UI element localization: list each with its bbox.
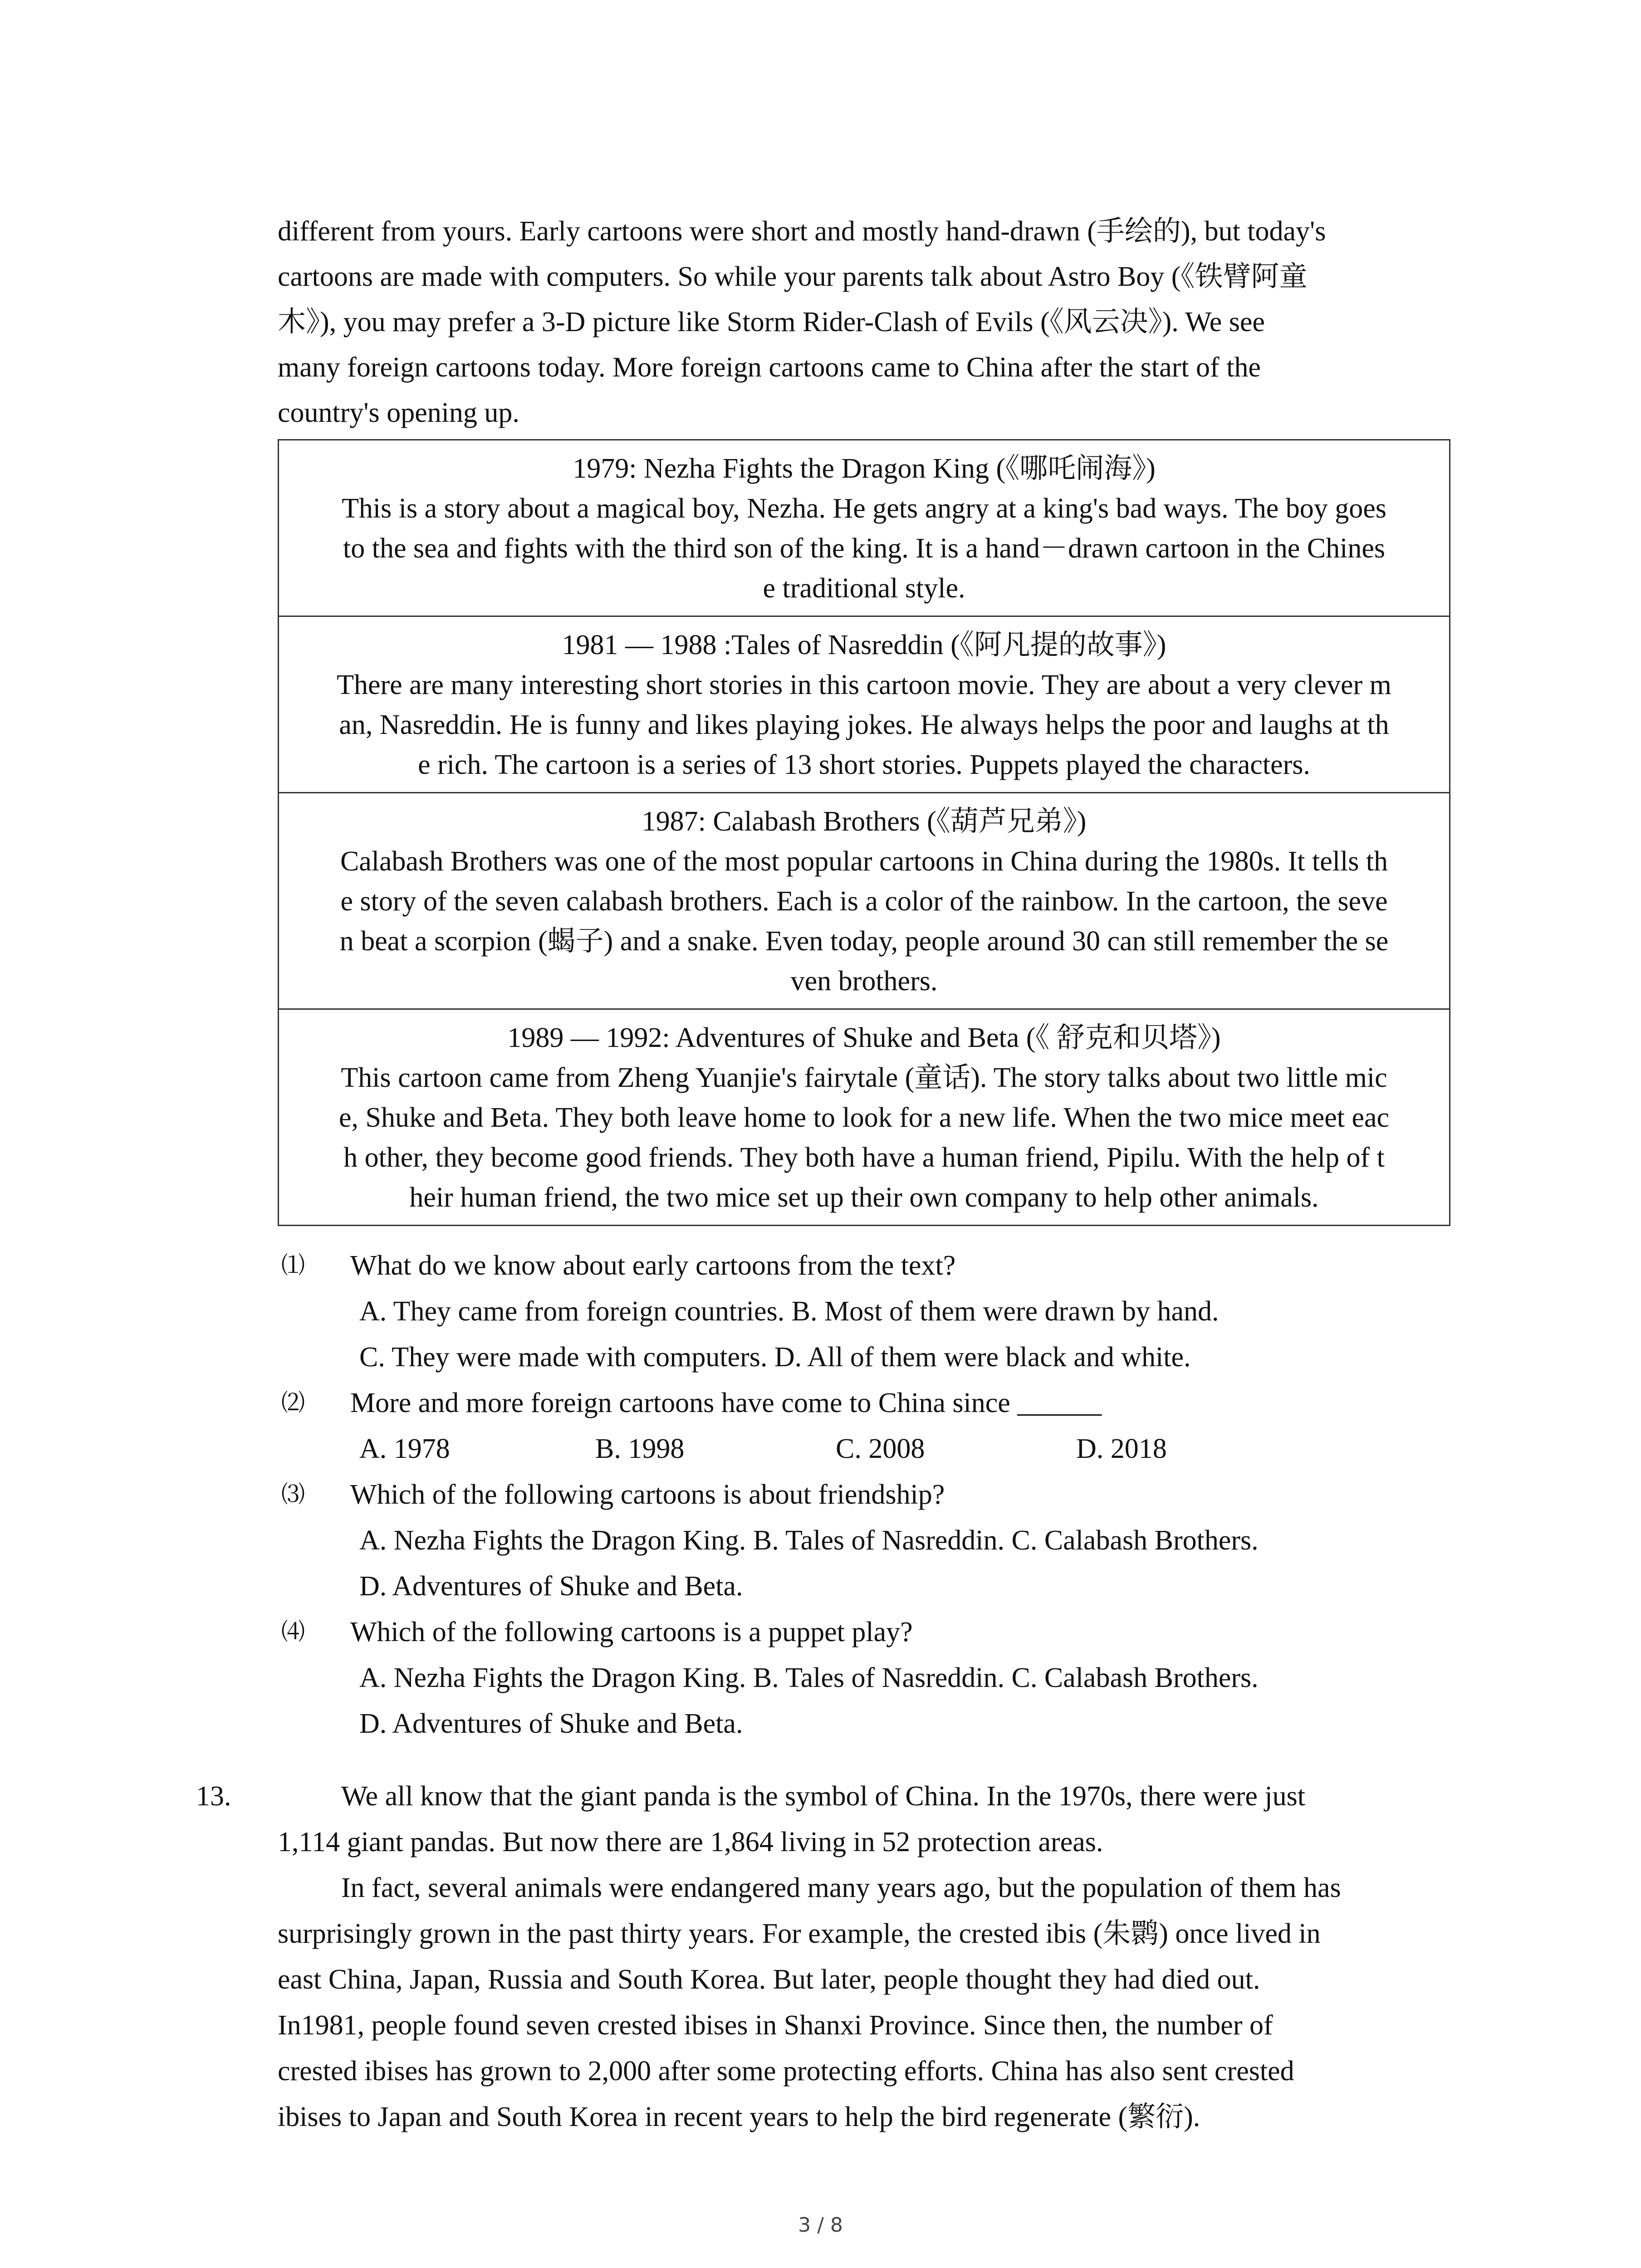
passage-line <box>278 1957 1457 2003</box>
cell-line: heir human friend, the two mice set up their own company to help other animals. <box>409 1182 1319 1213</box>
question-row <box>278 1472 1457 1518</box>
passage-13 <box>196 1774 1457 2140</box>
cartoon-timeline-table <box>278 439 1450 1226</box>
passage-line <box>278 1865 1457 1911</box>
cell-line: e rich. The cartoon is a series of 13 short stories. Puppets played the characters. <box>418 749 1310 780</box>
passage-line <box>278 2094 1457 2140</box>
table-row <box>279 793 1450 1009</box>
cell-heading: 1987: Calabash Brothers (《葫芦兄弟》) <box>642 806 1087 837</box>
cell-line: an, Nasreddin. He is funny and likes playing jokes. He always helps the poor and laughs at th <box>339 709 1389 740</box>
question-list <box>278 1243 1457 1747</box>
option-c: C. 2008 <box>836 1433 925 1464</box>
question-row <box>278 1380 1457 1426</box>
table-row <box>279 616 1450 793</box>
passage-number: 13. <box>196 1781 231 1812</box>
cell-line: h other, they become good friends. They both have a human friend, Pipilu. With the help of t <box>343 1142 1385 1173</box>
option-row <box>278 1518 1457 1564</box>
cell-line: to the sea and fights with the third son of the king. It is a hand－drawn cartoon in the Chines <box>343 533 1385 564</box>
passage-text: We all know that the giant panda is the symbol of China. In the 1970s, there were just <box>341 1781 1305 1812</box>
option-row <box>278 1289 1457 1334</box>
option-row <box>278 1334 1457 1380</box>
passage-line <box>278 1819 1457 1865</box>
question-row <box>278 1609 1457 1655</box>
option-line: A. They came from foreign countries. B. Most of them were drawn by hand. <box>359 1296 1219 1327</box>
table-cell-nezha <box>279 440 1450 616</box>
intro-paragraph <box>278 209 1457 435</box>
cell-heading: 1989 — 1992: Adventures of Shuke and Beta (《 舒克和贝塔》) <box>507 1022 1221 1053</box>
question-text: Which of the following cartoons is a puppet play? <box>350 1617 913 1647</box>
option-line: A. Nezha Fights the Dragon King. B. Tales of Nasreddin. C. Calabash Brothers. <box>359 1525 1259 1556</box>
option-line: A. Nezha Fights the Dragon King. B. Tales of Nasreddin. C. Calabash Brothers. <box>359 1662 1259 1693</box>
cell-line: e, Shuke and Beta. They both leave home to look for a new life. When the two mice meet eac <box>338 1102 1390 1133</box>
option-a: A. 1978 <box>359 1433 450 1464</box>
cell-line: This cartoon came from Zheng Yuanjie's fairytale (童话). The story talks about two little mic <box>341 1062 1387 1093</box>
question-row <box>278 1243 1457 1289</box>
intro-line: cartoons are made with computers. So while your parents talk about Astro Boy (《铁臂阿童 <box>278 261 1308 292</box>
option-row <box>278 1701 1457 1747</box>
option-d: D. 2018 <box>1076 1433 1167 1464</box>
intro-line: 木》), you may prefer a 3-D picture like Storm Rider-Clash of Evils (《风云决》). We see <box>278 307 1265 337</box>
passage-text: In1981, people found seven crested ibises in Shanxi Province. Since then, the number of <box>278 2010 1273 2041</box>
cell-line: e story of the seven calabash brothers. Each is a color of the rainbow. In the cartoon, the seve <box>340 886 1388 917</box>
question-number: ⑴ <box>281 1252 305 1279</box>
cell-line: Calabash Brothers was one of the most popular cartoons in China during the 1980s. It tells th <box>340 846 1388 877</box>
cell-line: This is a story about a magical boy, Nezha. He gets angry at a king's bad ways. The boy goes <box>342 493 1386 524</box>
passage-text: crested ibises has grown to 2,000 after some protecting efforts. China has also sent crested <box>278 2056 1294 2087</box>
cell-line: e traditional style. <box>763 573 965 604</box>
option-line: D. Adventures of Shuke and Beta. <box>359 1571 743 1602</box>
question-text: Which of the following cartoons is about friendship? <box>350 1479 945 1510</box>
passage-text: ibises to Japan and South Korea in recent years to help the bird regenerate (繁衍). <box>278 2102 1200 2132</box>
table-cell-nasreddin <box>279 616 1450 793</box>
passage-line <box>278 1911 1457 1957</box>
question-text: What do we know about early cartoons from the text? <box>350 1250 956 1281</box>
page-number: 3 / 8 <box>798 2214 843 2237</box>
option-b: B. 1998 <box>595 1433 685 1464</box>
option-row <box>278 1564 1457 1609</box>
passage-text: 1,114 giant pandas. But now there are 1,864 living in 52 protection areas. <box>278 1827 1103 1857</box>
question-number: ⑷ <box>281 1618 305 1646</box>
question-number: ⑵ <box>281 1389 305 1417</box>
passage-text: In fact, several animals were endangered many years ago, but the population of them has <box>341 1872 1341 1903</box>
cell-line: n beat a scorpion (蝎子) and a snake. Even today, people around 30 can still remember the se <box>339 926 1389 957</box>
intro-line: many foreign cartoons today. More foreign cartoons came to China after the start of the <box>278 352 1261 383</box>
table-row <box>279 440 1450 616</box>
intro-line: country's opening up. <box>278 397 519 428</box>
option-row <box>278 1426 1457 1472</box>
passage-text: east China, Japan, Russia and South Korea. But later, people thought they had died out. <box>278 1964 1260 1995</box>
question-number: ⑶ <box>281 1481 305 1508</box>
table-cell-calabash <box>279 793 1450 1009</box>
option-line: C. They were made with computers. D. All of them were black and white. <box>359 1342 1191 1373</box>
cell-heading: 1981 — 1988 :Tales of Nasreddin (《阿凡提的故事》) <box>562 630 1166 660</box>
cell-line: There are many interesting short stories in this cartoon movie. They are about a very clever m <box>337 670 1391 700</box>
passage-line <box>278 2003 1457 2048</box>
passage-text: surprisingly grown in the past thirty years. For example, the crested ibis (朱鹮) once lived in <box>278 1918 1321 1949</box>
cell-heading: 1979: Nezha Fights the Dragon King (《哪吒闹海》) <box>573 453 1156 484</box>
cell-line: ven brothers. <box>790 966 938 997</box>
table-row <box>279 1009 1450 1226</box>
table-cell-shuke-beta <box>279 1009 1450 1226</box>
passage-line <box>196 1774 1457 1819</box>
passage-line <box>278 2048 1457 2094</box>
option-line: D. Adventures of Shuke and Beta. <box>359 1708 743 1739</box>
intro-line: different from yours. Early cartoons were short and mostly hand-drawn (手绘的), but today's <box>278 216 1326 247</box>
question-text: More and more foreign cartoons have come to China since ______ <box>350 1388 1102 1418</box>
option-row <box>278 1655 1457 1701</box>
